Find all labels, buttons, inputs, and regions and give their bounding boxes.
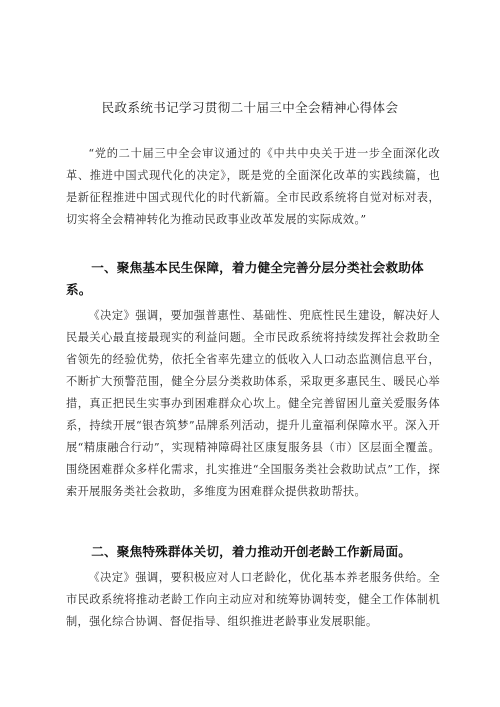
section-heading-2: 二、聚焦特殊群体关切，着力推动开创老龄工作新局面。 (91, 544, 412, 559)
section-heading-1: 一、聚焦基本民生保障，着力健全完善分层分类社会救助体系。 (66, 260, 424, 297)
intro-paragraph: “党的二十届三中全会审议通过的《中共中央关于进一步全面深化改革、推进中国式现代化的决定》，既是党的全面深化改革的实践续篇，也是新征程推进中国式现代化的时代新篇。全市民政系统将自觉对标对表，切实将全会精神转化为推动民政事业改革发展的实际成效。” (66, 147, 440, 226)
document-title: 民政系统书记学习贯彻二十届三中全会精神心得体会 (101, 100, 399, 115)
section-body-2: 《决定》强调，要积极应对人口老龄化，优化基本养老服务供给。全市民政系统将推动老龄工作向主动应对和统筹协调转变，健全工作体制机制，强化综合协调、督促指导、组织推进老龄事业发展职能。 (66, 571, 440, 628)
section-body-1: 《决定》强调，要加强普惠性、基础性、兜底性民生建设，解决好人民最关心最直接最现实的利益问题。全市民政系统将持续发挥社会救助全省领先的经验优势，依托全省率先建立的低收入人口动态监测信息平台，不断扩大预警范围，健全分层分类救助体系，采取更多惠民生、暖民心举措，真正把民生实事办到困难群众心坎上。健全完善留困儿童关爱服务体系，持续开展“银杏筑梦”品牌系列活动，提升儿童福利保障水平。深入开展“精康融合行动”，实现精神障碍社区康复服务县（市）区层面全覆盖。围绕困难群众多样化需求，扎实推进“全国服务类社会救助试点”工作，探索开展服务类社会救助，多维度为困难群众提供救助帮扶。 (66, 309, 440, 498)
